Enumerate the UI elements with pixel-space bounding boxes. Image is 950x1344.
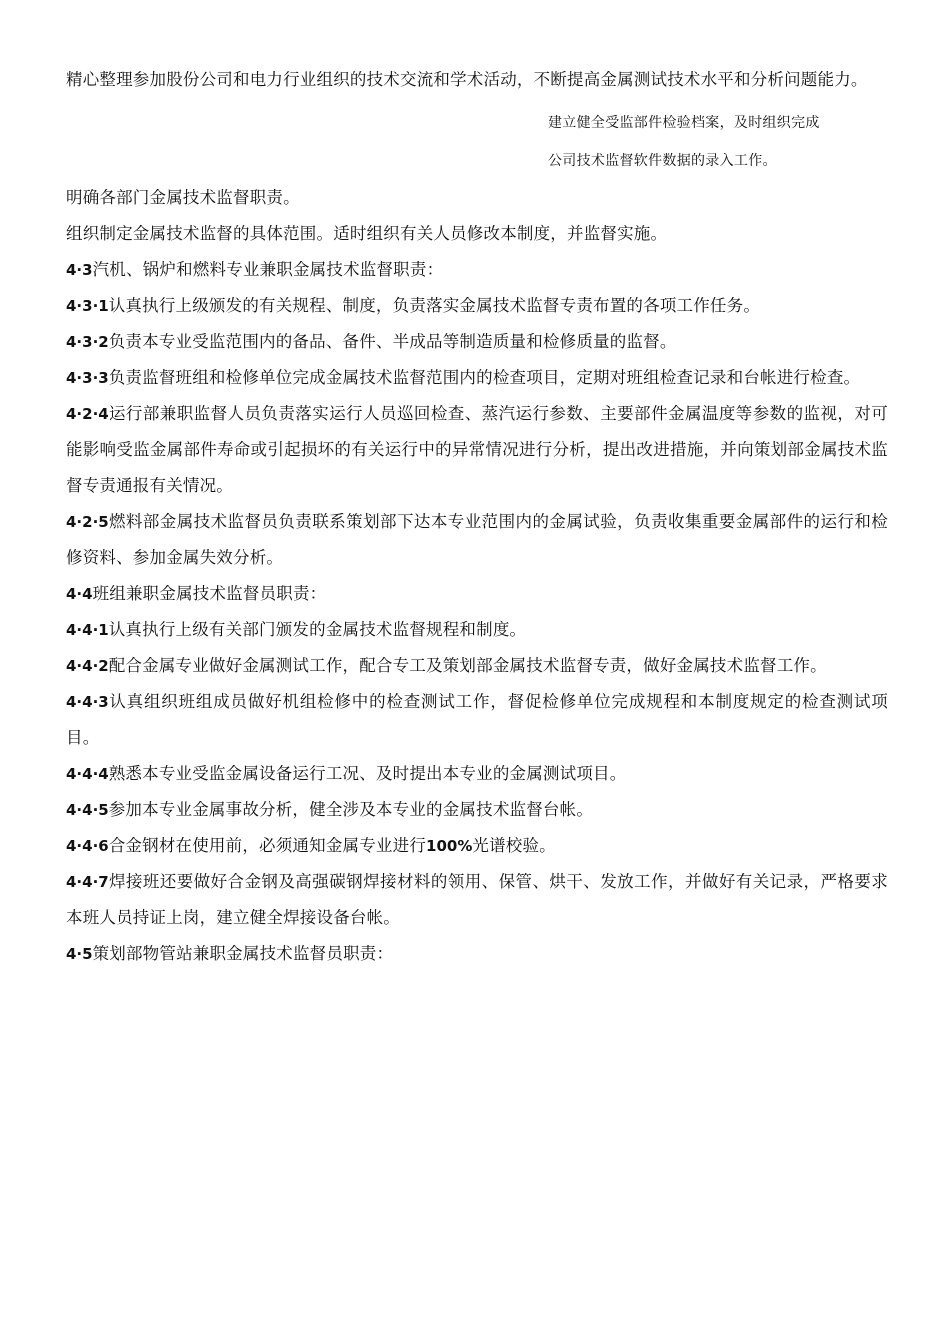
clause-4-4-3 xyxy=(66,684,888,756)
clause-number: 4·5 xyxy=(66,945,93,963)
clause-4-4-1 xyxy=(66,612,888,648)
clause-4-3-2 xyxy=(66,324,888,360)
clause-text: 参加本专业金属事故分析，健全涉及本专业的金属技术监督台帐。 xyxy=(108,800,594,819)
clause-4-2-4 xyxy=(66,396,888,504)
clause-4-4-7 xyxy=(66,864,888,936)
clause-number: 4·4 xyxy=(66,585,93,603)
clause-number: 4·2·5 xyxy=(66,513,109,531)
intro-paragraph: 精心整理参加股份公司和电力行业组织的技术交流和学术活动，不断提高金属测试技术水平和分析问题能力。 xyxy=(66,70,868,89)
clause-number: 4·2·4 xyxy=(66,405,109,423)
clause-text: 燃料部金属技术监督员负责联系策划部下达本专业范围内的金属试验，负责收集重要金属部件的运行和检修资料、参加金属失效分析。 xyxy=(66,512,888,567)
line-mingque: 明确各部门金属技术监督职责。 xyxy=(66,188,300,207)
clause-4-2-5 xyxy=(66,504,888,576)
clause-text: 负责监督班组和检修单位完成金属技术监督范围内的检查项目，定期对班组检查记录和台帐进行检查。 xyxy=(108,368,861,387)
clause-number: 4·4·6 xyxy=(66,837,109,855)
clause-text: 配合金属专业做好金属测试工作，配合专工及策划部金属技术监督专责，做好金属技术监督工作。 xyxy=(108,656,827,675)
clause-4-4-4 xyxy=(66,756,888,792)
clause-number: 4·4·1 xyxy=(66,621,109,639)
clause-text: 负责本专业受监范围内的备品、备件、半成品等制造质量和检修质量的监督。 xyxy=(108,332,677,351)
clause-text: 汽机、锅炉和燃料专业兼职金属技术监督职责： xyxy=(92,260,444,279)
clause-text: 班组兼职金属技术监督员职责： xyxy=(92,584,327,603)
clause-number: 4·3·3 xyxy=(66,369,109,387)
clause-number: 4·4·7 xyxy=(66,873,109,891)
clause-number: 4·3 xyxy=(66,261,93,279)
clause-number: 4·4·5 xyxy=(66,801,109,819)
document-page xyxy=(66,62,888,972)
clause-text: 策划部物管站兼职金属技术监督员职责： xyxy=(92,944,394,963)
clause-number: 4·3·1 xyxy=(66,297,109,315)
clause-4-5 xyxy=(66,936,888,972)
clause-text: 认真执行上级有关部门颁发的金属技术监督规程和制度。 xyxy=(108,620,527,639)
side-note xyxy=(548,104,888,180)
side-note-line-1: 建立健全受监部件检验档案，及时组织完成 xyxy=(548,115,820,131)
clause-4-4-6 xyxy=(66,828,888,864)
side-note-line-2: 公司技术监督软件数据的录入工作。 xyxy=(548,153,777,169)
line-zuzhi: 组织制定金属技术监督的具体范围。适时组织有关人员修改本制度，并监督实施。 xyxy=(66,224,668,243)
clause-text: 运行部兼职监督人员负责落实运行人员巡回检查、蒸汽运行参数、主要部件金属温度等参数的监视，对可能影响受监金属部件寿命或引起损坏的有关运行中的异常情况进行分析，提出改进措施，并向策划部金属技术监督专责通报有关情况。 xyxy=(66,404,888,495)
clause-4-3 xyxy=(66,252,888,288)
clause-4-3-1 xyxy=(66,288,888,324)
clause-number: 4·4·4 xyxy=(66,765,109,783)
clause-text-after: 光谱校验。 xyxy=(472,836,556,855)
clause-number: 4·3·2 xyxy=(66,333,109,351)
clause-number: 4·4·3 xyxy=(66,693,109,711)
clause-text: 熟悉本专业受监金属设备运行工况、及时提出本专业的金属测试项目。 xyxy=(108,764,627,783)
clause-text-before: 合金钢材在使用前，必须通知金属专业进行 xyxy=(108,836,427,855)
clause-4-4-5 xyxy=(66,792,888,828)
clause-4-3-3 xyxy=(66,360,888,396)
clause-text: 认真组织班组成员做好机组检修中的检查测试工作，督促检修单位完成规程和本制度规定的检查测试项目。 xyxy=(66,692,888,747)
clause-text: 认真执行上级颁发的有关规程、制度，负责落实金属技术监督专责布置的各项工作任务。 xyxy=(108,296,761,315)
clause-number: 4·4·2 xyxy=(66,657,109,675)
clause-text: 焊接班还要做好合金钢及高强碳钢焊接材料的领用、保管、烘干、发放工作，并做好有关记录，严格要求本班人员持证上岗，建立健全焊接设备台帐。 xyxy=(66,872,888,927)
clause-4-4-2 xyxy=(66,648,888,684)
clause-4-4 xyxy=(66,576,888,612)
percent-value: 100% xyxy=(426,837,473,855)
